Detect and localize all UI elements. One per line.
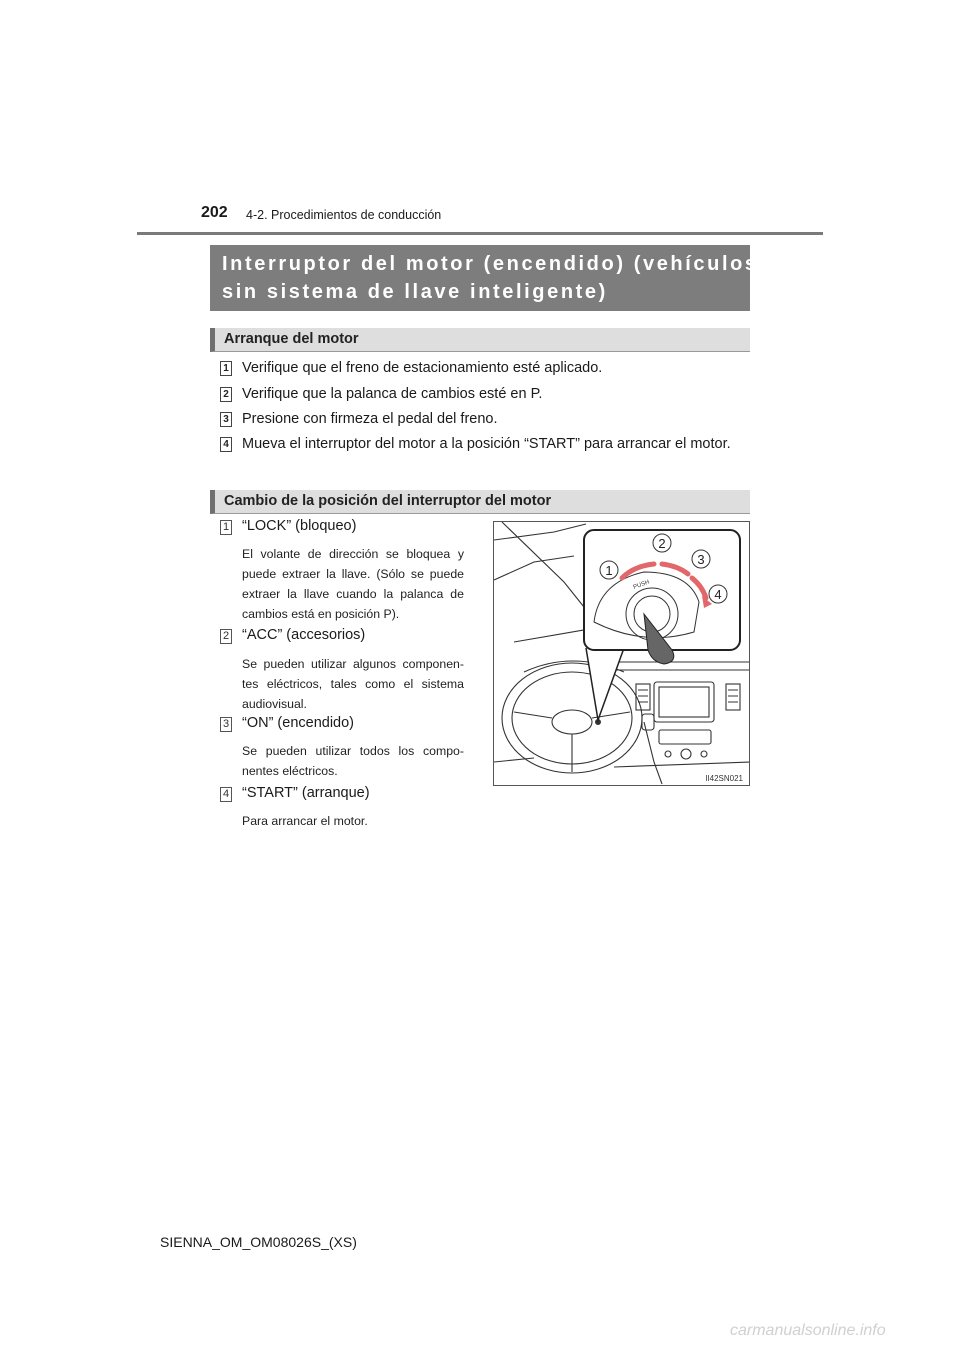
step-text: Verifique que la palanca de cambios esté en P.: [242, 386, 543, 402]
step-text: Verifique que el freno de estacionamiento esté aplicado.: [242, 360, 603, 376]
start-section-heading: Arranque del motor: [224, 331, 359, 347]
callout-3: 3: [697, 552, 705, 567]
figure-code: II42SN021: [705, 774, 743, 783]
position-badge: 4: [220, 787, 232, 802]
position-title: “LOCK” (bloqueo): [242, 518, 357, 534]
step-badge: 2: [220, 387, 232, 402]
push-label: PUSH: [632, 579, 651, 591]
position-description: Se pueden utilizar algunos componen-tes eléctricos, tales como el sistema audiovisual.: [242, 657, 464, 711]
step-badge: 3: [220, 412, 232, 427]
position-title: “START” (arranque): [242, 785, 370, 801]
step-text: Mueva el interruptor del motor a la posición “START” para arrancar el motor.: [242, 436, 731, 452]
section-path: 4-2. Procedimientos de conducción: [246, 208, 442, 222]
position-description: Se pueden utilizar todos los compo-nentes eléctricos.: [242, 744, 464, 778]
step-badge: 4: [220, 437, 232, 452]
page-number: 202: [201, 204, 228, 221]
callout-1: 1: [605, 563, 613, 578]
position-description: Para arrancar el motor.: [242, 814, 368, 828]
callout-4: 4: [714, 587, 722, 602]
position-badge: 2: [220, 629, 232, 644]
position-section-heading: Cambio de la posición del interruptor del motor: [224, 493, 552, 509]
ignition-switch-illustration: [493, 521, 750, 786]
page-title-line-1: Interruptor del motor (encendido) (vehículos: [222, 253, 759, 275]
position-badge: 1: [220, 520, 232, 535]
position-badge: 3: [220, 717, 232, 732]
callout-2: 2: [658, 536, 666, 551]
dashboard-drawing: [494, 522, 750, 786]
position-section-heading-box: [210, 490, 750, 514]
page-title-line-2: sin sistema de llave inteligente): [222, 281, 608, 303]
page-title-box: [210, 245, 759, 311]
header-divider: [137, 232, 823, 235]
document-code: SIENNA_OM_OM08026S_(XS): [160, 1234, 357, 1250]
start-section-heading-box: [210, 328, 750, 352]
step-badge: 1: [220, 361, 232, 376]
position-title: “ACC” (accesorios): [242, 627, 366, 643]
step-text: Presione con firmeza el pedal del freno.: [242, 411, 498, 427]
position-description: El volante de dirección se bloquea y puede extraer la llave. (Sólo se puede extraer la llave cuando la palanca de cambios está en posición P).: [242, 547, 464, 621]
watermark: carmanualsonline.info: [730, 1322, 886, 1339]
position-title: “ON” (encendido): [242, 715, 355, 731]
